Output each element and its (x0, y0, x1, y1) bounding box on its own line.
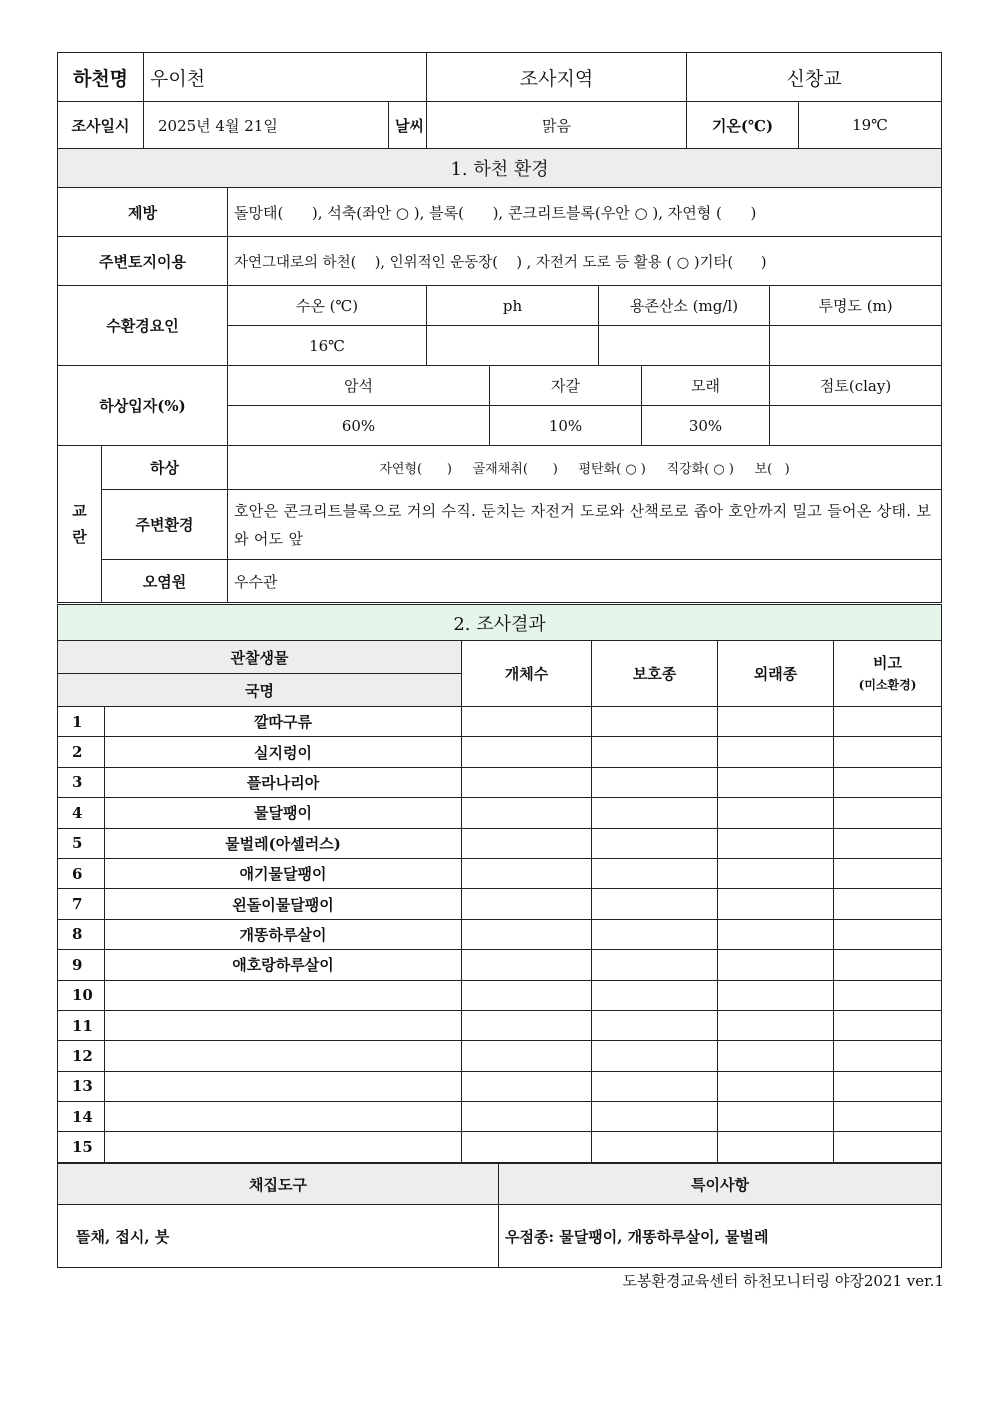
row-number: 2 (58, 737, 105, 767)
protected-cell (592, 1010, 718, 1040)
foreign-cell (718, 1010, 834, 1040)
water-temp-value: 16℃ (228, 326, 427, 366)
temperature-label: 기온(℃) (687, 102, 799, 149)
protected-cell (592, 1071, 718, 1101)
count-cell (462, 1071, 592, 1101)
row-number: 8 (58, 919, 105, 949)
foreign-species-label: 외래종 (718, 641, 834, 707)
count-cell (462, 1102, 592, 1132)
note-cell (834, 737, 942, 767)
river-name-label: 하천명 (58, 53, 144, 102)
header-table (57, 52, 942, 149)
embankment-value: 돌망태( ), 석축(좌안 ○ ), 블록( ), 콘크리트블록(우안 ○ ), 자연형 ( ) (228, 188, 942, 237)
note-cell (834, 889, 942, 919)
count-cell (462, 919, 592, 949)
note-cell (834, 798, 942, 828)
land-use-value: 자연그대로의 하천( ), 인위적인 운동장( ) , 자전거 도로 등 활용 ( ○ )기타( ) (228, 237, 942, 286)
special-notes-label: 특이사항 (499, 1164, 942, 1205)
survey-area-label: 조사지역 (427, 53, 687, 102)
clarity-value (770, 326, 942, 366)
note-cell (834, 919, 942, 949)
gravel-label: 자갈 (490, 366, 642, 406)
clarity-label: 투명도 (m) (770, 286, 942, 326)
ph-value (427, 326, 599, 366)
sand-value: 30% (642, 406, 770, 446)
count-cell (462, 798, 592, 828)
water-temp-label: 수온 (℃) (228, 286, 427, 326)
surroundings-label: 주변환경 (102, 490, 228, 560)
row-number: 3 (58, 767, 105, 797)
row-number: 14 (58, 1102, 105, 1132)
foreign-cell (718, 858, 834, 888)
protected-cell (592, 1132, 718, 1162)
note-label-text: 비고 (873, 653, 903, 672)
foreign-cell (718, 950, 834, 980)
row-number: 6 (58, 858, 105, 888)
bottom-table (57, 1163, 942, 1268)
protected-cell (592, 858, 718, 888)
pollution-source-value: 우수관 (228, 560, 942, 603)
section-title-environment: 1. 하천 환경 (58, 149, 942, 188)
protected-cell (592, 1041, 718, 1071)
protected-cell (592, 767, 718, 797)
species-name: 플라나리아 (105, 767, 462, 797)
count-cell (462, 858, 592, 888)
survey-date-value: 2025년 4월 21일 (144, 102, 389, 149)
note-cell (834, 858, 942, 888)
protected-cell (592, 980, 718, 1010)
species-name: 실지렁이 (105, 737, 462, 767)
clay-label: 점토(clay) (770, 366, 942, 406)
foreign-cell (718, 889, 834, 919)
note-cell (834, 950, 942, 980)
row-number: 10 (58, 980, 105, 1010)
row-number: 9 (58, 950, 105, 980)
note-cell (834, 1010, 942, 1040)
table-row (58, 1041, 942, 1071)
table-row (58, 798, 942, 828)
note-label (834, 641, 942, 707)
survey-date-label: 조사일시 (58, 102, 144, 149)
disturbance-label: 교란 (58, 446, 102, 603)
count-cell (462, 707, 592, 737)
foreign-cell (718, 798, 834, 828)
count-cell (462, 1041, 592, 1071)
rock-label: 암석 (228, 366, 490, 406)
species-name: 애기물달팽이 (105, 858, 462, 888)
foreign-cell (718, 1041, 834, 1071)
observed-organism-label: 관찰생물 (58, 641, 462, 674)
species-name: 왼돌이물달팽이 (105, 889, 462, 919)
protected-cell (592, 919, 718, 949)
row-number: 13 (58, 1071, 105, 1101)
protected-cell (592, 889, 718, 919)
species-rows (58, 707, 942, 1163)
table-row (58, 980, 942, 1010)
species-name: 물달팽이 (105, 798, 462, 828)
riverbed-value: 자연형( ) 골재채취( ) 평탄화( ○ ) 직강화( ○ ) 보( ) (228, 446, 942, 490)
footer-text: 도봉환경교육센터 하천모니터링 야장2021 ver.1 (622, 1272, 944, 1290)
collection-tools-value: 뜰채, 접시, 붓 (58, 1205, 499, 1268)
note-cell (834, 1102, 942, 1132)
korean-name-label: 국명 (58, 674, 462, 707)
protected-cell (592, 828, 718, 858)
sand-label: 모래 (642, 366, 770, 406)
foreign-cell (718, 1071, 834, 1101)
table-row (58, 1010, 942, 1040)
table-row (58, 1132, 942, 1162)
count-cell (462, 767, 592, 797)
ph-label: ph (427, 286, 599, 326)
species-name (105, 1010, 462, 1040)
note-cell (834, 1071, 942, 1101)
gravel-value: 10% (490, 406, 642, 446)
species-name (105, 980, 462, 1010)
protected-cell (592, 737, 718, 767)
note-cell (834, 828, 942, 858)
count-cell (462, 889, 592, 919)
foreign-cell (718, 1132, 834, 1162)
count-cell (462, 1010, 592, 1040)
row-number: 4 (58, 798, 105, 828)
river-environment-table (57, 148, 942, 603)
row-number: 5 (58, 828, 105, 858)
species-name: 깔따구류 (105, 707, 462, 737)
embankment-label: 제방 (58, 188, 228, 237)
row-number: 15 (58, 1132, 105, 1162)
species-name (105, 1041, 462, 1071)
protected-cell (592, 1102, 718, 1132)
foreign-cell (718, 828, 834, 858)
table-row (58, 828, 942, 858)
species-name: 애호랑하루살이 (105, 950, 462, 980)
land-use-label: 주변토지이용 (58, 237, 228, 286)
table-row (58, 889, 942, 919)
count-cell (462, 980, 592, 1010)
note-cell (834, 980, 942, 1010)
water-factors-label: 수환경요인 (58, 286, 228, 366)
dissolved-oxygen-label: 용존산소 (mg/l) (599, 286, 770, 326)
note-cell (834, 707, 942, 737)
species-name (105, 1102, 462, 1132)
table-row (58, 1071, 942, 1101)
note-cell (834, 1132, 942, 1162)
weather-value: 맑음 (427, 102, 687, 149)
table-row (58, 950, 942, 980)
note-cell (834, 767, 942, 797)
protected-cell (592, 707, 718, 737)
protected-cell (592, 798, 718, 828)
species-name: 물벌레(아셀러스) (105, 828, 462, 858)
species-name (105, 1132, 462, 1162)
special-notes-value: 우점종: 물달팽이, 개똥하루살이, 물벌레 (499, 1205, 942, 1268)
clay-value (770, 406, 942, 446)
row-number: 7 (58, 889, 105, 919)
pollution-source-label: 오염원 (102, 560, 228, 603)
survey-area-value: 신창교 (687, 53, 942, 102)
table-row (58, 707, 942, 737)
count-label: 개체수 (462, 641, 592, 707)
temperature-value: 19℃ (799, 102, 942, 149)
species-name: 개똥하루살이 (105, 919, 462, 949)
foreign-cell (718, 737, 834, 767)
table-row (58, 737, 942, 767)
note-cell (834, 1041, 942, 1071)
note-sublabel: (미소환경) (858, 677, 917, 692)
foreign-cell (718, 1102, 834, 1132)
protected-cell (592, 950, 718, 980)
table-row (58, 1102, 942, 1132)
species-name (105, 1071, 462, 1101)
count-cell (462, 950, 592, 980)
weather-label: 날씨 (389, 102, 427, 149)
row-number: 12 (58, 1041, 105, 1071)
count-cell (462, 737, 592, 767)
foreign-cell (718, 707, 834, 737)
count-cell (462, 1132, 592, 1162)
count-cell (462, 828, 592, 858)
row-number: 11 (58, 1010, 105, 1040)
survey-results-grid (57, 604, 942, 1163)
foreign-cell (718, 919, 834, 949)
rock-value: 60% (228, 406, 490, 446)
foreign-cell (718, 980, 834, 1010)
row-number: 1 (58, 707, 105, 737)
table-row (58, 767, 942, 797)
table-row (58, 858, 942, 888)
bed-particle-label: 하상입자(%) (58, 366, 228, 446)
protected-species-label: 보호종 (592, 641, 718, 707)
surroundings-value: 호안은 콘크리트블록으로 거의 수직. 둔치는 자전거 도로와 산책로로 좁아 호안까지 밀고 들어온 상태. 보와 어도 앞 (228, 490, 942, 560)
table-row (58, 919, 942, 949)
foreign-cell (718, 767, 834, 797)
riverbed-label: 하상 (102, 446, 228, 490)
collection-tools-label: 채집도구 (58, 1164, 499, 1205)
section-title-results: 2. 조사결과 (58, 605, 942, 641)
dissolved-oxygen-value (599, 326, 770, 366)
river-name-value: 우이천 (144, 53, 427, 102)
